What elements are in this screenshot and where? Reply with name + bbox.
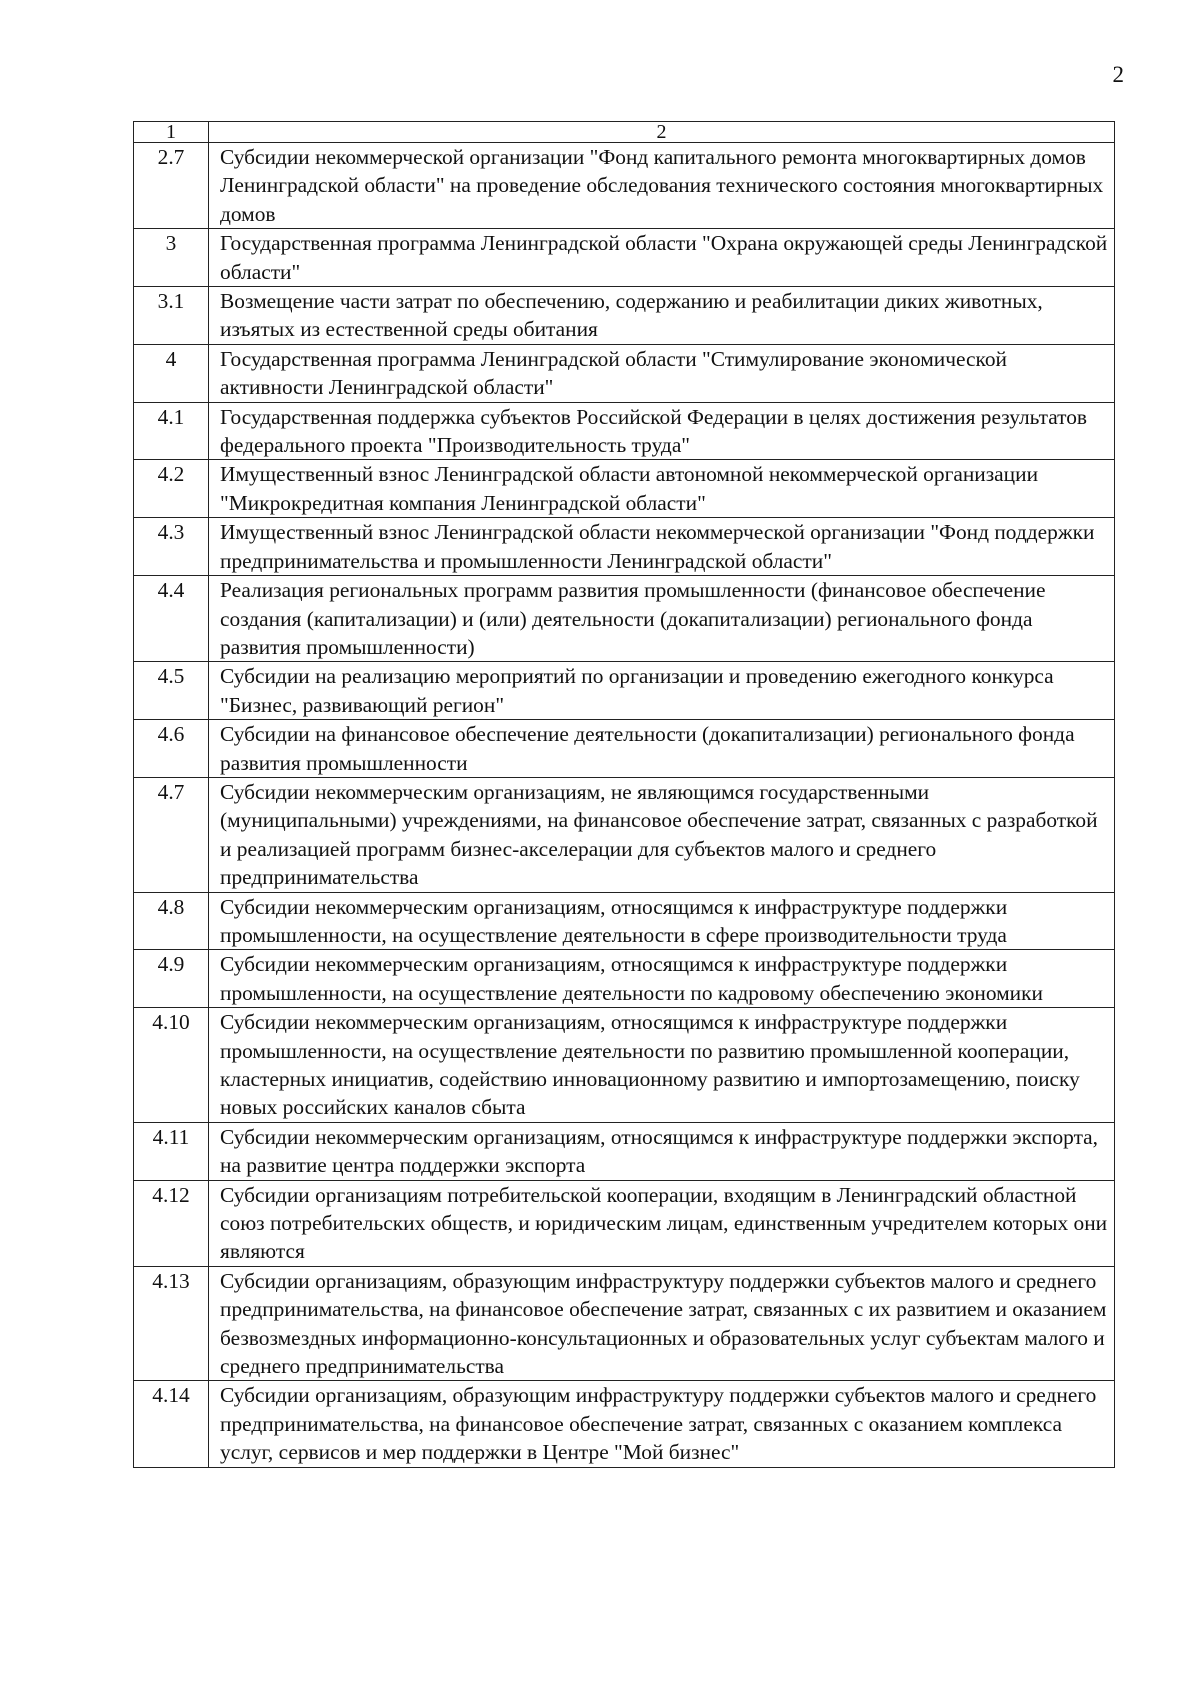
table-row bbox=[134, 1381, 1115, 1467]
header-cell-number: 1 bbox=[134, 122, 209, 143]
row-description-cell: Возмещение части затрат по обеспечению, содержанию и реабилитации диких животных, изъятых из естественной среды обитания bbox=[209, 287, 1115, 345]
subsidies-table bbox=[133, 121, 1115, 1468]
table-header-row bbox=[134, 122, 1115, 143]
table-row bbox=[134, 662, 1115, 720]
table-row bbox=[134, 518, 1115, 576]
table-row bbox=[134, 720, 1115, 778]
row-number-cell: 4.14 bbox=[134, 1381, 209, 1467]
table-row bbox=[134, 287, 1115, 345]
header-cell-description: 2 bbox=[209, 122, 1115, 143]
table-row bbox=[134, 1008, 1115, 1123]
row-number-cell: 4.6 bbox=[134, 720, 209, 778]
table-row bbox=[134, 460, 1115, 518]
table-row bbox=[134, 143, 1115, 229]
row-description-cell: Государственная поддержка субъектов Российской Федерации в целях достижения результатов федерального проекта "Производительность труда" bbox=[209, 402, 1115, 460]
row-description-cell: Субсидии организациям, образующим инфраструктуру поддержки субъектов малого и среднего предпринимательства, на финансовое обеспечение затрат, связанных с их развитием и оказанием безвозмездных информационно-консультационных и образовательных услуг субъектам малого и среднего предпринимательства bbox=[209, 1266, 1115, 1381]
row-number-cell: 4.8 bbox=[134, 892, 209, 950]
row-number-cell: 3 bbox=[134, 229, 209, 287]
row-description-cell: Имущественный взнос Ленинградской области автономной некоммерческой организации "Микрокредитная компания Ленинградской области" bbox=[209, 460, 1115, 518]
row-description-cell: Субсидии некоммерческим организациям, не являющимся государственными (муниципальными) учреждениями, на финансовое обеспечение затрат, связанных с разработкой и реализацией программ бизнес-акселерации для субъектов малого и среднего предпринимательства bbox=[209, 777, 1115, 892]
row-number-cell: 4.5 bbox=[134, 662, 209, 720]
row-number-cell: 3.1 bbox=[134, 287, 209, 345]
table-row bbox=[134, 950, 1115, 1008]
table-row bbox=[134, 1122, 1115, 1180]
table-row bbox=[134, 576, 1115, 662]
row-description-cell: Субсидии некоммерческим организациям, относящимся к инфраструктуре поддержки промышленности, на осуществление деятельности по кадровому обеспечению экономики bbox=[209, 950, 1115, 1008]
table-row bbox=[134, 229, 1115, 287]
row-number-cell: 4.10 bbox=[134, 1008, 209, 1123]
row-description-cell: Субсидии некоммерческой организации "Фонд капитального ремонта многоквартирных домов Ленинградской области" на проведение обследования технического состояния многоквартирных домов bbox=[209, 143, 1115, 229]
row-number-cell: 4 bbox=[134, 344, 209, 402]
row-number-cell: 4.12 bbox=[134, 1180, 209, 1266]
row-description-cell: Субсидии организациям, образующим инфраструктуру поддержки субъектов малого и среднего предпринимательства, на финансовое обеспечение затрат, связанных с оказанием комплекса услуг, сервисов и мер поддержки в Центре "Мой бизнес" bbox=[209, 1381, 1115, 1467]
row-description-cell: Субсидии некоммерческим организациям, относящимся к инфраструктуре поддержки экспорта, на развитие центра поддержки экспорта bbox=[209, 1122, 1115, 1180]
row-description-cell: Государственная программа Ленинградской области "Охрана окружающей среды Ленинградской области" bbox=[209, 229, 1115, 287]
row-number-cell: 2.7 bbox=[134, 143, 209, 229]
table-row bbox=[134, 1266, 1115, 1381]
row-description-cell: Субсидии на реализацию мероприятий по организации и проведению ежегодного конкурса "Бизнес, развивающий регион" bbox=[209, 662, 1115, 720]
row-description-cell: Реализация региональных программ развития промышленности (финансовое обеспечение создания (капитализации) и (или) деятельности (докапитализации) регионального фонда развития промышленности) bbox=[209, 576, 1115, 662]
row-description-cell: Государственная программа Ленинградской области "Стимулирование экономической активности Ленинградской области" bbox=[209, 344, 1115, 402]
row-description-cell: Субсидии некоммерческим организациям, относящимся к инфраструктуре поддержки промышленности, на осуществление деятельности в сфере производительности труда bbox=[209, 892, 1115, 950]
row-number-cell: 4.11 bbox=[134, 1122, 209, 1180]
row-number-cell: 4.3 bbox=[134, 518, 209, 576]
row-description-cell: Имущественный взнос Ленинградской области некоммерческой организации "Фонд поддержки предпринимательства и промышленности Ленинградской области" bbox=[209, 518, 1115, 576]
row-number-cell: 4.9 bbox=[134, 950, 209, 1008]
row-number-cell: 4.4 bbox=[134, 576, 209, 662]
row-number-cell: 4.7 bbox=[134, 777, 209, 892]
row-description-cell: Субсидии некоммерческим организациям, относящимся к инфраструктуре поддержки промышленности, на осуществление деятельности по развитию промышленной кооперации, кластерных инициатив, содействию инновационному развитию и импортозамещению, поиску новых российских каналов сбыта bbox=[209, 1008, 1115, 1123]
page-number: 2 bbox=[1112, 62, 1124, 87]
row-number-cell: 4.1 bbox=[134, 402, 209, 460]
table-row bbox=[134, 777, 1115, 892]
row-number-cell: 4.13 bbox=[134, 1266, 209, 1381]
table-row bbox=[134, 892, 1115, 950]
row-description-cell: Субсидии на финансовое обеспечение деятельности (докапитализации) регионального фонда развития промышленности bbox=[209, 720, 1115, 778]
row-description-cell: Субсидии организациям потребительской кооперации, входящим в Ленинградский областной союз потребительских обществ, и юридическим лицам, единственным учредителем которых они являются bbox=[209, 1180, 1115, 1266]
table-row bbox=[134, 1180, 1115, 1266]
row-number-cell: 4.2 bbox=[134, 460, 209, 518]
table-row bbox=[134, 402, 1115, 460]
table-row bbox=[134, 344, 1115, 402]
